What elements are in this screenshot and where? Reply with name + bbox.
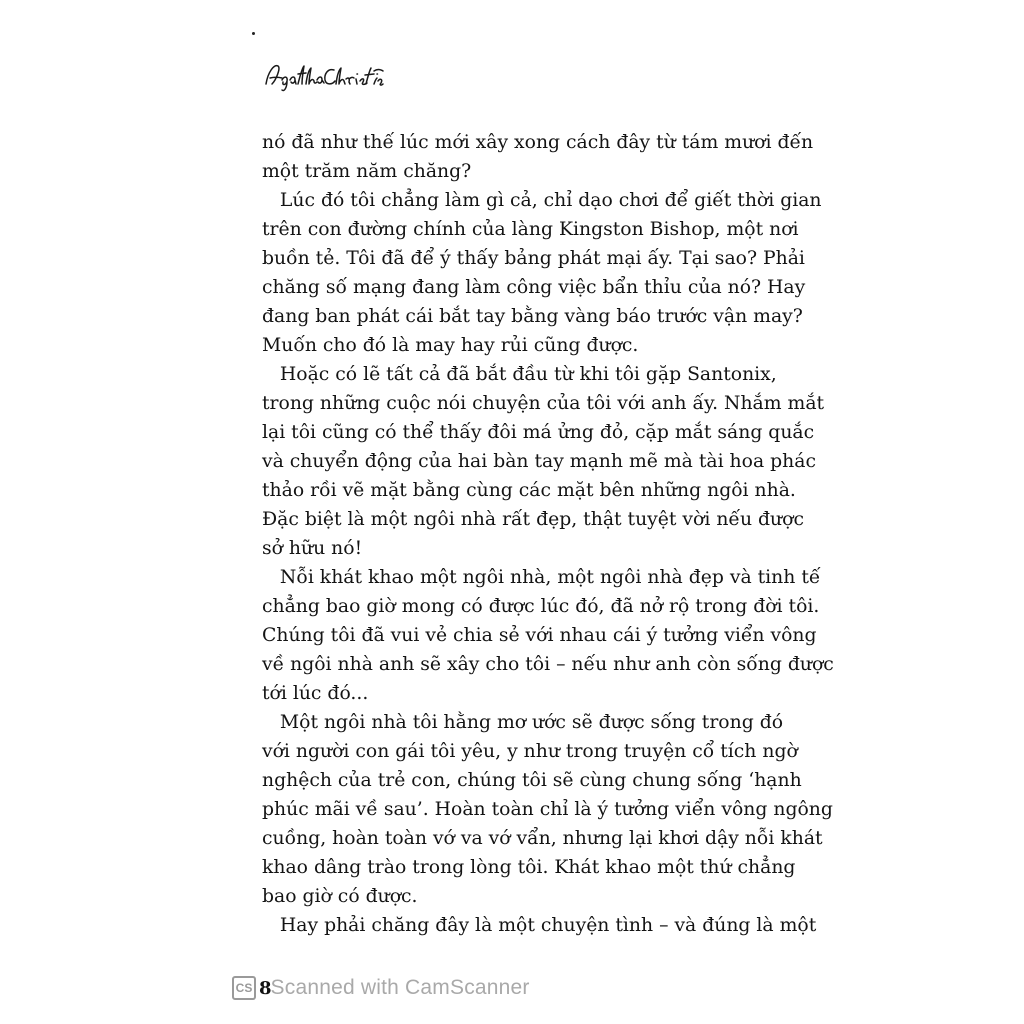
text-line: Lúc đó tôi chẳng làm gì cả, chỉ dạo chơi để giết thời gian [262, 190, 822, 211]
text-line: chẳng bao giờ mong có được lúc đó, đã nở rộ trong đời tôi. [262, 596, 820, 617]
paragraph [262, 911, 817, 940]
text-line: Chúng tôi đã vui vẻ chia sẻ với nhau cái ý tưởng viển vông [262, 625, 817, 646]
text-line: buồn tẻ. Tôi đã để ý thấy bảng phát mại ấy. Tại sao? Phải [262, 248, 805, 269]
text-line: với người con gái tôi yêu, y như trong truyện cổ tích ngờ [262, 741, 798, 762]
text-line: sở hữu nó! [262, 538, 363, 559]
body-text [262, 128, 834, 940]
text-line: trên con đường chính của làng Kingston Bishop, một nơi [262, 219, 799, 240]
camscanner-watermark [232, 972, 530, 1004]
text-line: lại tôi cũng có thể thấy đôi má ửng đỏ, cặp mắt sáng quắc [262, 422, 815, 443]
text-line: Nỗi khát khao một ngôi nhà, một ngôi nhà đẹp và tinh tế [262, 567, 821, 588]
paragraph [262, 186, 822, 360]
paragraph [262, 708, 833, 911]
paragraph [262, 360, 825, 563]
text-line: nó đã như thế lúc mới xây xong cách đây từ tám mươi đến [262, 132, 814, 153]
watermark-text: Scanned with CamScanner [270, 976, 530, 999]
paragraph [262, 563, 834, 708]
text-line: trong những cuộc nói chuyện của tôi với anh ấy. Nhắm mắt [262, 393, 825, 414]
text-line: về ngôi nhà anh sẽ xây cho tôi – nếu như anh còn sống được [262, 654, 834, 675]
text-line: thảo rồi vẽ mặt bằng cùng các mặt bên những ngôi nhà. [262, 480, 796, 501]
text-line: đang ban phát cái bắt tay bằng vàng báo trước vận may? [262, 306, 803, 327]
text-line: khao dâng trào trong lòng tôi. Khát khao một thứ chẳng [262, 857, 796, 878]
text-line: Hoặc có lẽ tất cả đã bắt đầu từ khi tôi gặp Santonix, [262, 364, 777, 385]
text-line: một trăm năm chăng? [262, 161, 472, 182]
page-number: 8 [259, 977, 272, 999]
text-line: cuồng, hoàn toàn vớ va vớ vẩn, nhưng lại khơi dậy nỗi khát [262, 828, 823, 849]
camscanner-logo-icon: CS [232, 976, 256, 1000]
text-line: bao giờ có được. [262, 886, 418, 907]
text-line: chăng số mạng đang làm công việc bẩn thỉu của nó? Hay [262, 277, 806, 298]
text-line: Muốn cho đó là may hay rủi cũng được. [262, 335, 639, 356]
text-line: Hay phải chăng đây là một chuyện tình – và đúng là một [262, 915, 817, 936]
text-line: nghệch của trẻ con, chúng tôi sẽ cùng chung sống ‘hạnh [262, 770, 802, 791]
text-line: tới lúc đó... [262, 683, 369, 704]
page-speck [252, 32, 255, 35]
author-signature [262, 58, 384, 94]
text-line: phúc mãi về sau’. Hoàn toàn chỉ là ý tưởng viển vông ngông [262, 799, 833, 820]
text-line: và chuyển động của hai bàn tay mạnh mẽ mà tài hoa phác [262, 451, 816, 472]
text-line: Một ngôi nhà tôi hằng mơ ước sẽ được sống trong đó [262, 712, 784, 733]
text-line: Đặc biệt là một ngôi nhà rất đẹp, thật tuyệt vời nếu được [262, 509, 804, 530]
paragraph [262, 128, 814, 186]
